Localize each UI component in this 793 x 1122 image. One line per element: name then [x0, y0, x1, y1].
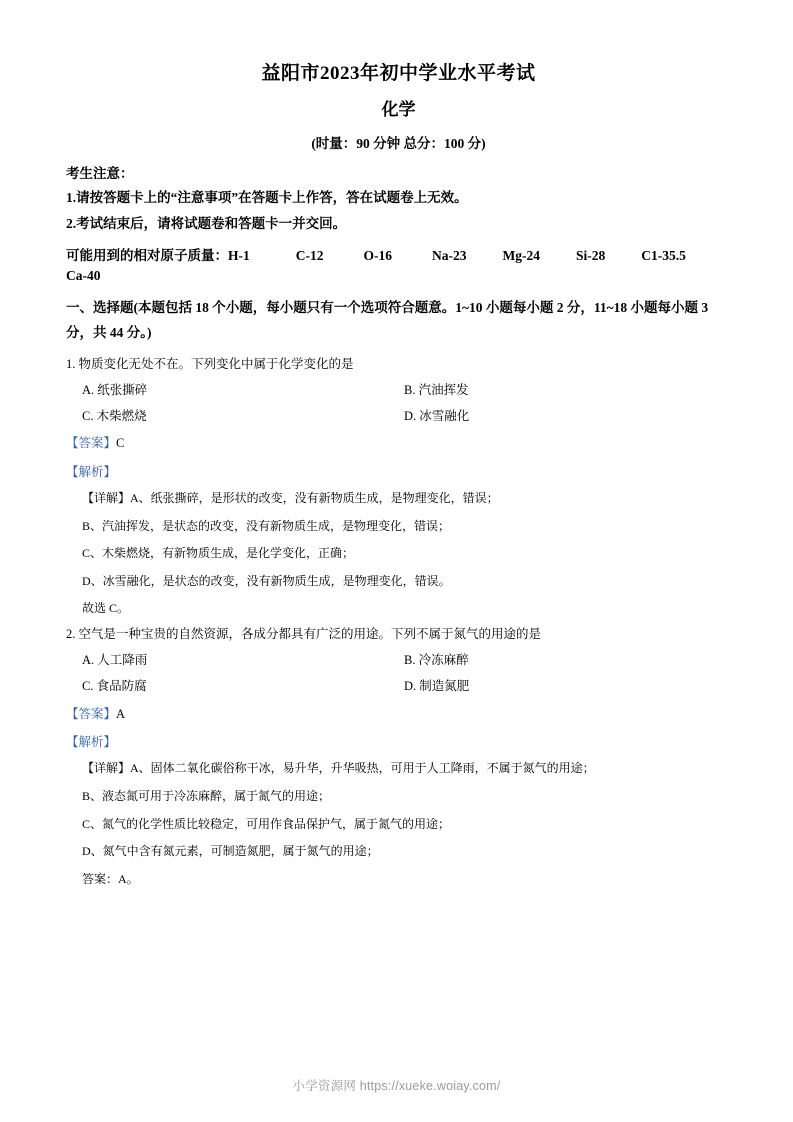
- atomic-mass-o: O-16: [363, 247, 392, 263]
- exam-meta: (时量：90 分钟 总分：100 分): [311, 136, 486, 151]
- option-row: [66, 651, 731, 670]
- option-d[interactable]: D. 冰雪融化: [404, 408, 470, 423]
- conclusion-line: 故选 C。: [82, 601, 130, 616]
- detail-line: B、汽油挥发，是状态的改变，没有新物质生成，是物理变化，错误；: [82, 518, 451, 533]
- atomic-mass-si: Si-28: [576, 247, 606, 263]
- atomic-mass-mg: Mg-24: [502, 247, 540, 263]
- detail-line: B、液态氮可用于冷冻麻醉，属于氮气的用途；: [82, 789, 331, 803]
- option-a[interactable]: A. 纸张撕碎: [82, 382, 148, 397]
- atomic-mass-na: Na-23: [432, 247, 467, 263]
- detail-line: 【详解】A、纸张撕碎，是形状的改变，没有新物质生成，是物理变化，错误；: [82, 491, 499, 506]
- analysis-tag: 【解析】: [66, 465, 117, 480]
- page-title: 益阳市2023年初中学业水平考试: [261, 63, 536, 84]
- option-b[interactable]: B. 汽油挥发: [404, 382, 469, 397]
- answer-line: [66, 705, 731, 724]
- notice-heading: 考生注意：: [66, 166, 134, 181]
- question-1: [66, 355, 731, 616]
- notice-line-2: 2.考试结束后，请将试题卷和答题卡一并交回。: [66, 216, 347, 232]
- option-a[interactable]: A. 人工降雨: [82, 653, 148, 668]
- atomic-mass-line-2: Ca-40: [66, 268, 101, 284]
- atomic-mass-c: C-12: [295, 247, 324, 263]
- detail-line: C、氮气的化学性质比较稳定，可用作食品保护气，属于氮气的用途；: [82, 816, 451, 831]
- option-c[interactable]: C. 木柴燃烧: [82, 408, 147, 423]
- option-d[interactable]: D. 制造氮肥: [404, 678, 470, 693]
- answer-value: A: [116, 706, 126, 721]
- detail-line: D、冰雪融化，是状态的改变，没有新物质生成，是物理变化，错误。: [82, 573, 451, 588]
- option-row: [66, 407, 731, 426]
- option-row: [66, 677, 731, 696]
- detail-line: 【详解】A、固体二氧化碳俗称干冰，易升华，升华吸热，可用于人工降雨，不属于氮气的用途；: [82, 761, 595, 776]
- question-stem: 1. 物质变化无处不在。下列变化中属于化学变化的是: [66, 357, 354, 372]
- subject-title: 化学: [381, 100, 416, 119]
- option-b[interactable]: B. 冷冻麻醉: [404, 653, 469, 668]
- option-c[interactable]: C. 食品防腐: [82, 678, 147, 693]
- analysis-tag: 【解析】: [66, 735, 117, 750]
- atomic-mass-line: [66, 245, 731, 267]
- watermark: 小学资源网 https://xueke.woiay.com/: [292, 1079, 501, 1093]
- option-row: [66, 381, 731, 400]
- atomic-mass-cl: C1-35.5: [641, 247, 686, 263]
- detail-line: C、木柴燃烧，有新物质生成，是化学变化，正确；: [82, 546, 355, 561]
- atomic-mass-label: 可能用到的相对原子质量：: [66, 247, 228, 263]
- section-heading: 一、选择题(本题包括 18 个小题，每小题只有一个选项符合题意。1~10 小题每小题 2 分，11~18 小题每小题 3 分，共 44 分。): [66, 300, 709, 341]
- answer-line: [66, 434, 731, 453]
- question-stem: 2. 空气是一种宝贵的自然资源，各成分都具有广泛的用途。下列不属于氮气的用途的是: [66, 627, 542, 642]
- answer-tag: 【答案】: [66, 706, 117, 721]
- answer-tag: 【答案】: [66, 436, 117, 451]
- conclusion-line: 答案：A。: [82, 871, 139, 886]
- atomic-mass-h: H-1: [228, 247, 250, 263]
- notice-line-1: 1.请按答题卡上的“注意事项”在答题卡上作答，答在试题卷上无效。: [66, 190, 468, 205]
- question-2: [66, 625, 731, 886]
- answer-value: C: [116, 436, 125, 451]
- detail-line: D、氮气中含有氮元素，可制造氮肥，属于氮气的用途；: [82, 844, 379, 859]
